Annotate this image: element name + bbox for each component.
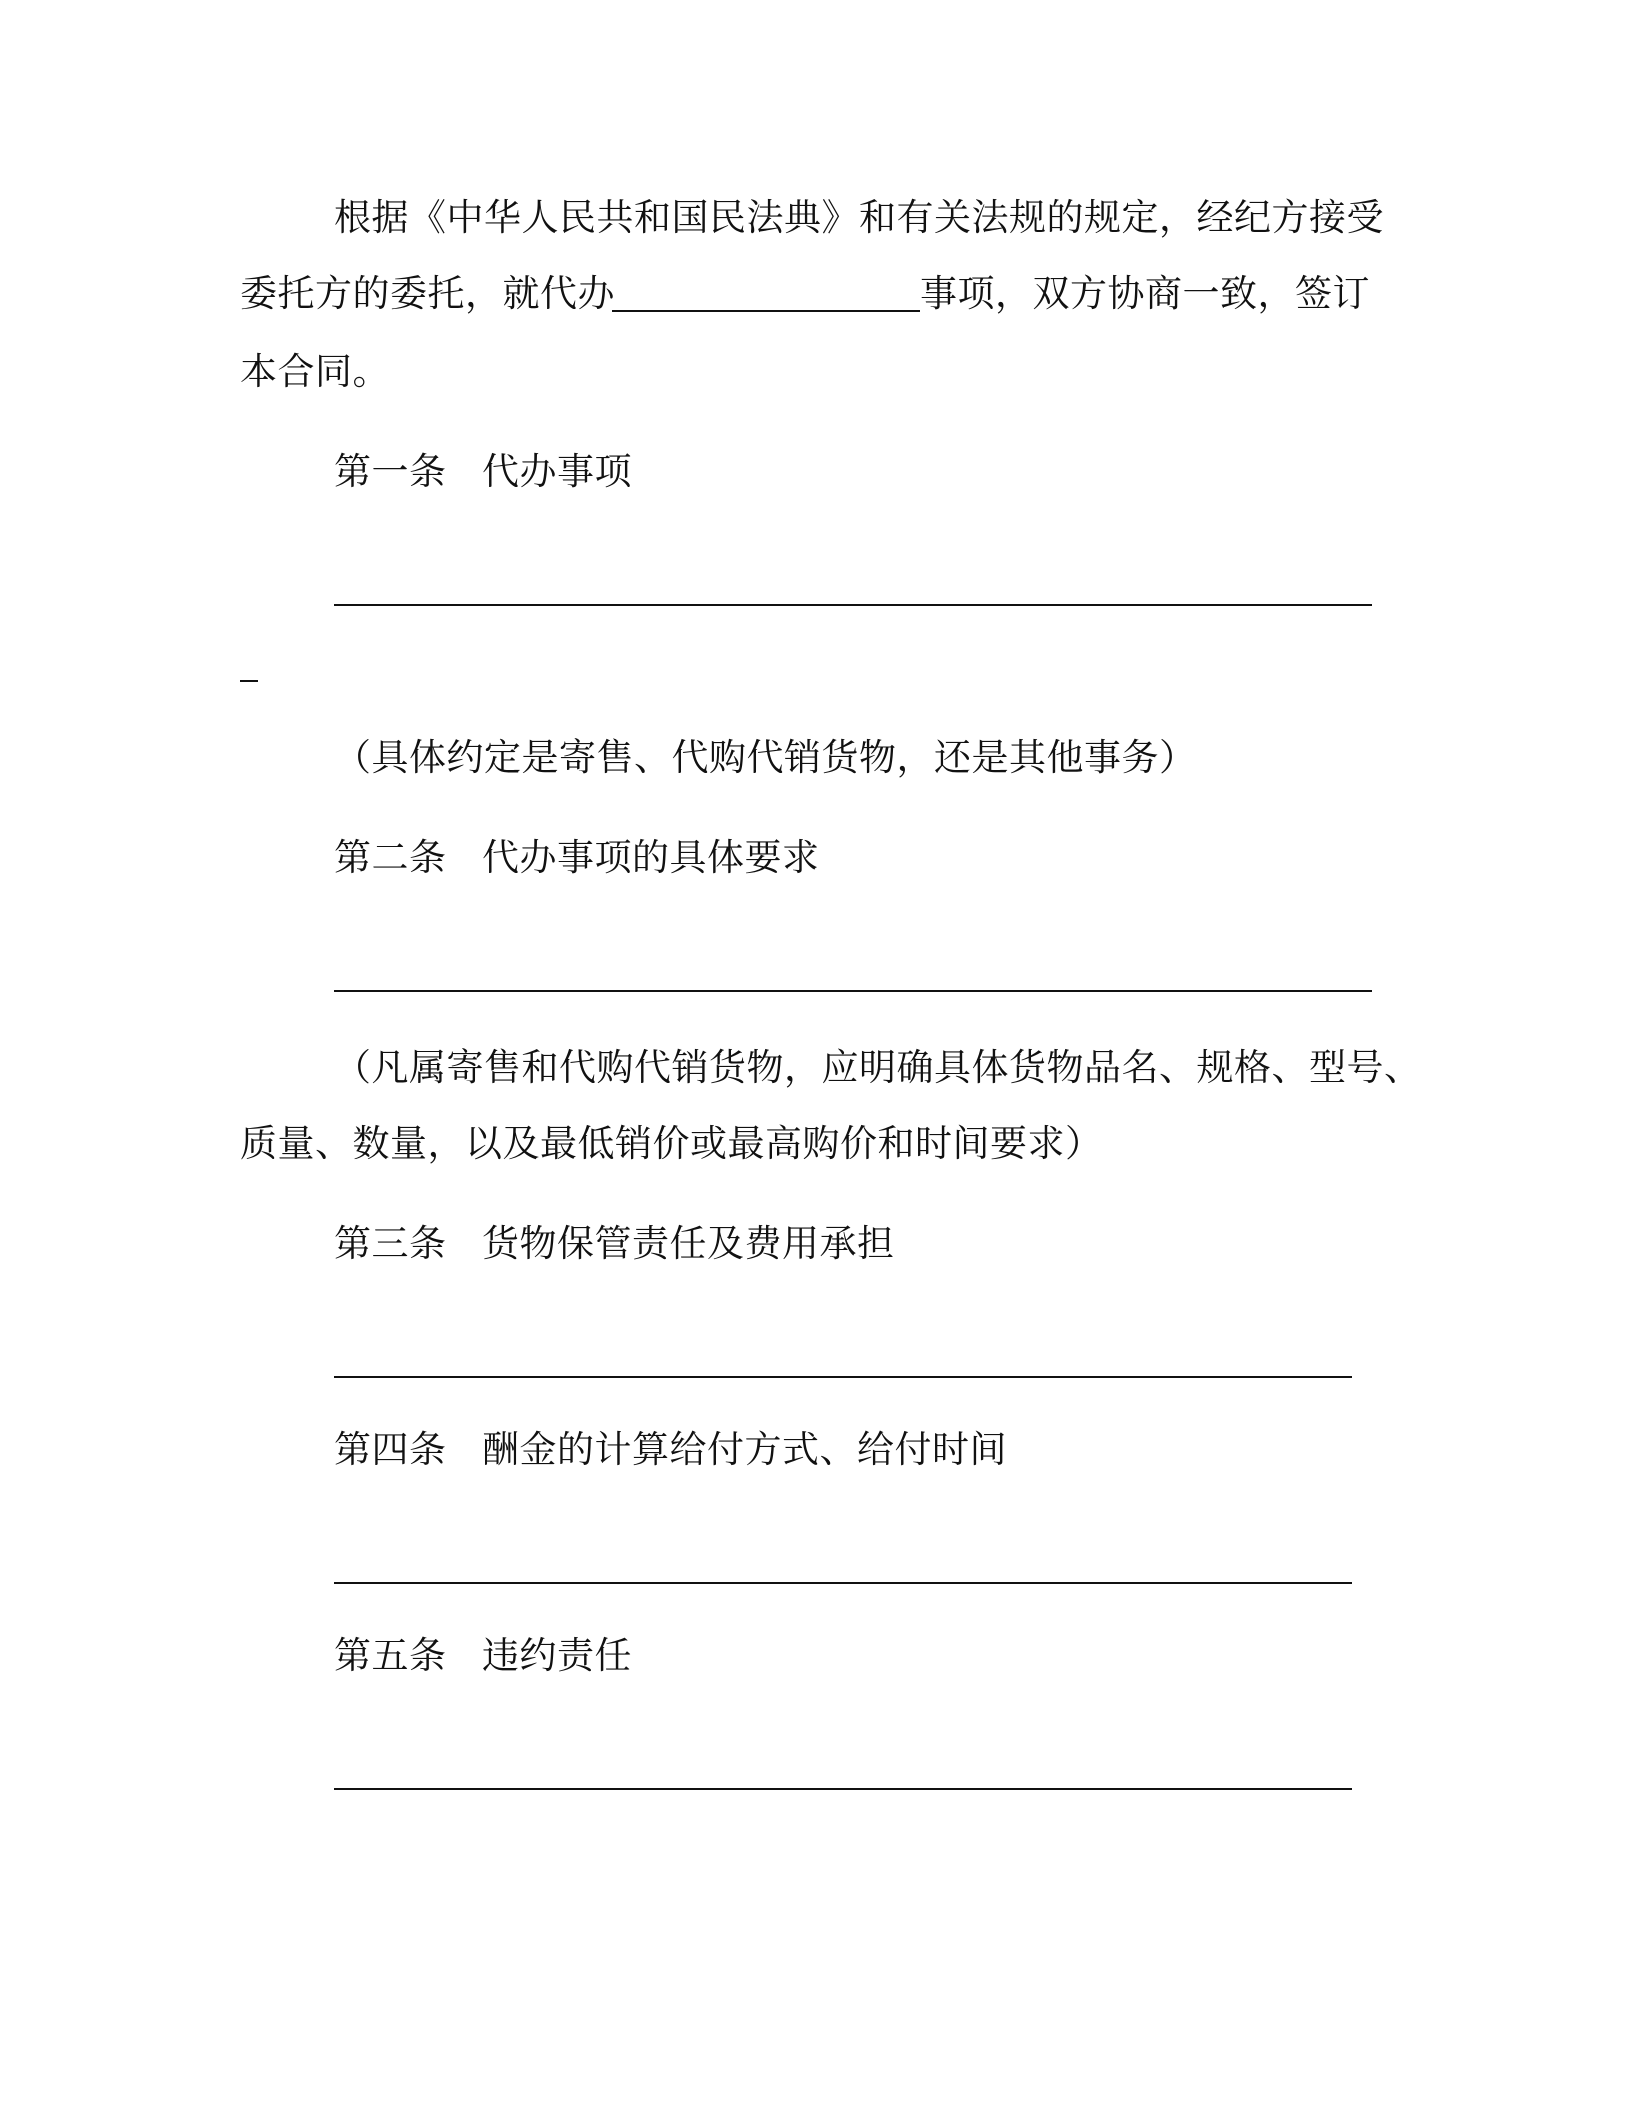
- article-3-title: 货物保管责任及费用承担: [482, 1222, 895, 1265]
- article-3-number: 第三条: [334, 1222, 447, 1265]
- intro-line-2-suffix: 事项，双方协商一致，签订: [920, 272, 1370, 315]
- intro-line-3: 本合同。: [240, 350, 390, 393]
- intro-line-1: 根据《中华人民共和国民法典》和有关法规的规定，经纪方接受: [334, 196, 1384, 239]
- article-4-number: 第四条: [334, 1428, 447, 1471]
- article-2-note-line-2: 质量、数量，以及最低销价或最高购价和时间要求）: [240, 1122, 1103, 1165]
- article-2-number: 第二条: [334, 836, 447, 879]
- article-2-blank-line: [334, 990, 1372, 992]
- article-2-title: 代办事项的具体要求: [482, 836, 820, 879]
- article-1-number: 第一条: [334, 450, 447, 493]
- article-3-blank-line: [334, 1376, 1352, 1378]
- article-4-blank-line: [334, 1582, 1352, 1584]
- article-1-blank-line-tail: [240, 680, 258, 682]
- agency-matter-blank: [612, 310, 920, 312]
- article-2-note-line-1: （凡属寄售和代购代销货物，应明确具体货物品名、规格、型号、: [334, 1046, 1422, 1089]
- article-5-title: 违约责任: [482, 1634, 632, 1677]
- article-5-blank-line: [334, 1788, 1352, 1790]
- article-1-blank-line: [334, 604, 1372, 606]
- article-1-note: （具体约定是寄售、代购代销货物，还是其他事务）: [334, 736, 1197, 779]
- article-5-number: 第五条: [334, 1634, 447, 1677]
- intro-line-2-prefix: 委托方的委托，就代办: [240, 272, 615, 315]
- article-4-title: 酬金的计算给付方式、给付时间: [482, 1428, 1007, 1471]
- article-1-title: 代办事项: [482, 450, 632, 493]
